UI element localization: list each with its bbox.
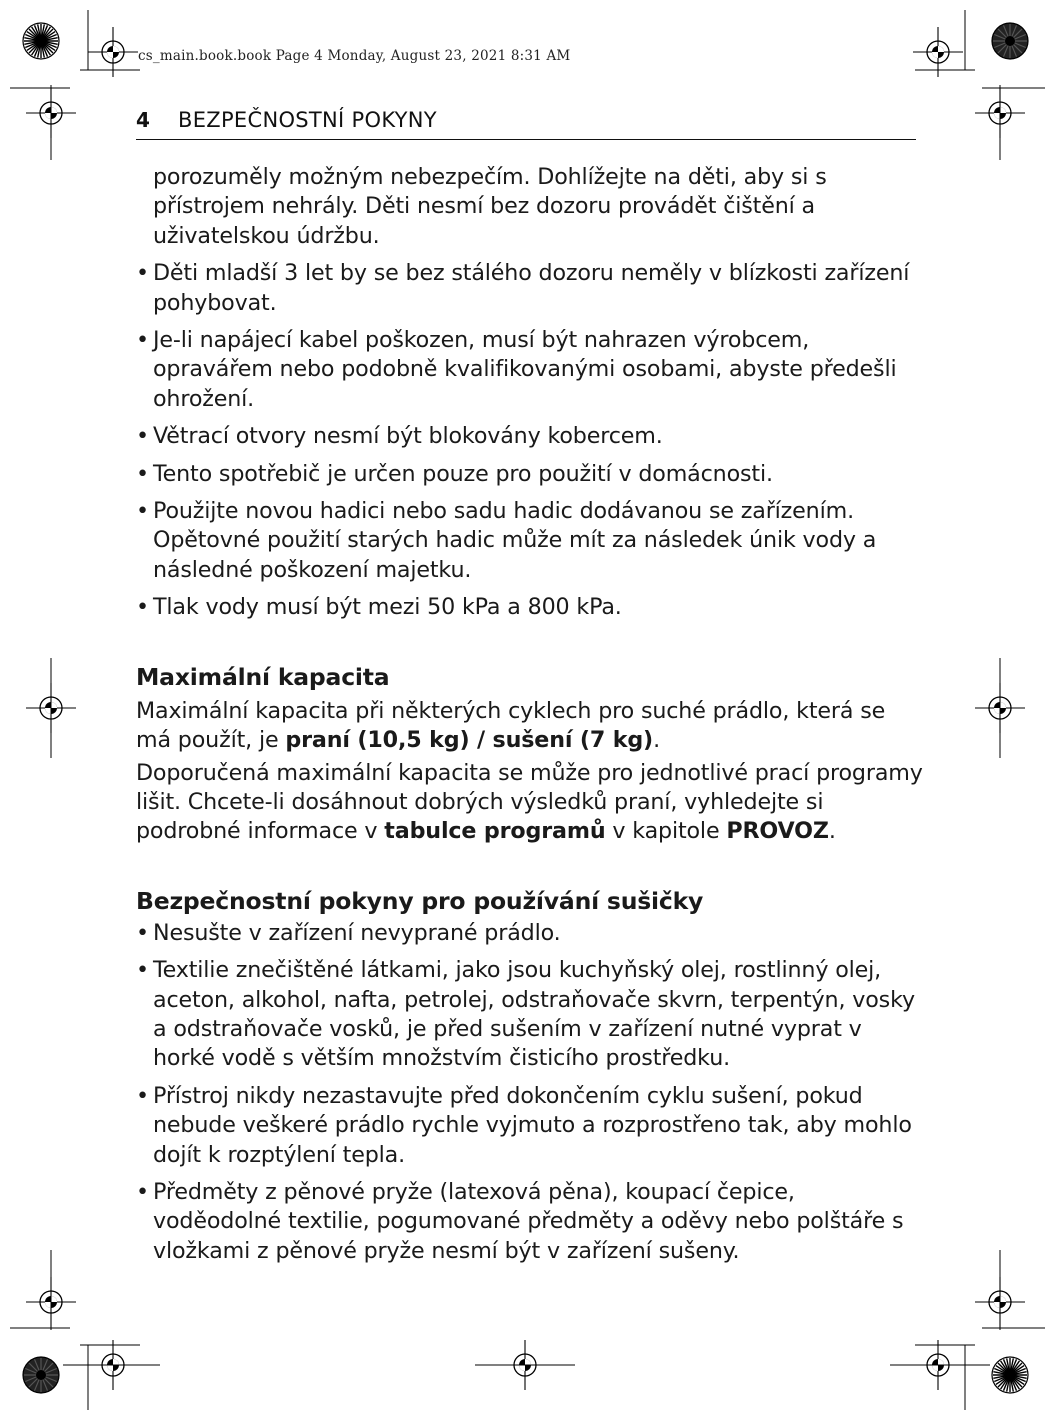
page-number: 4 xyxy=(136,108,150,132)
bold-text: praní (10,5 kg) / sušení (7 kg) xyxy=(285,727,654,754)
bold-text: PROVOZ xyxy=(726,818,829,845)
text-run: . xyxy=(653,727,660,754)
list-item: • Tlak vody musí být mezi 50 kPa a 800 kPa. xyxy=(136,593,926,622)
list-item: • Větrací otvory nesmí být blokovány kobercem. xyxy=(136,422,926,451)
list-item: • Tento spotřebič je určen pouze pro použití v domácnosti. xyxy=(136,460,926,489)
print-slug: cs_main.book.book Page 4 Monday, August 23, 2021 8:31 AM xyxy=(138,48,571,64)
list-item: • Nesušte v zařízení nevyprané prádlo. xyxy=(136,919,926,948)
capacity-paragraph-1 xyxy=(136,697,926,756)
list-item: • Je-li napájecí kabel poškozen, musí být nahrazen výrobcem, opravářem nebo podobně kvalifikovanými osobami, abyste předešli ohrožení. xyxy=(136,326,926,414)
text-run: . xyxy=(828,818,836,845)
capacity-paragraph-2 xyxy=(136,759,926,847)
list-item: • Textilie znečištěné látkami, jako jsou kuchyňský olej, rostlinný olej, aceton, alkohol, nafta, petrolej, odstraňovače skvrn, terpentýn, vosky a odstraňovače vosků, je před sušením v zařízení nutné vyprat v horké vodě s větším množstvím čisticího prostředku. xyxy=(136,956,926,1074)
dryer-safety-list xyxy=(136,919,926,1266)
page-content xyxy=(136,163,926,1266)
list-item: • Děti mladší 3 let by se bez stálého dozoru neměly v blízkosti zařízení pohybovat. xyxy=(136,259,926,318)
general-safety-list xyxy=(136,259,926,622)
bold-text: tabulce programů xyxy=(384,818,606,845)
capacity-heading: Maximální kapacita xyxy=(136,662,390,691)
text-run: Maximální kapacita při některých cyklech pro suché prádlo, která se má použít, je xyxy=(136,697,886,754)
list-item: • Použijte novou hadici nebo sadu hadic dodávanou se zařízením. Opětovné použití starých hadic může mít za následek únik vody a následné poškození majetku. xyxy=(136,497,926,585)
list-item: • Přístroj nikdy nezastavujte před dokončením cyklu sušení, pokud nebude veškeré prádlo rychle vyjmuto a rozprostřeno tak, aby mohlo dojít k rozptýlení tepla. xyxy=(136,1082,926,1170)
intro-continuation: porozuměly možným nebezpečím. Dohlížejte na děti, aby si s přístrojem nehrály. Děti nesmí bez dozoru provádět čištění a uživatelskou údržbu. xyxy=(153,164,827,249)
page-header xyxy=(136,106,916,140)
text-run: Doporučená maximální kapacita se může pro jednotlivé prací programy lišit. Chcete-li dosáhnout dobrých výsledků praní, vyhledejte si podrobné informace v xyxy=(136,759,923,845)
section-title: BEZPEČNOSTNÍ POKYNY xyxy=(178,108,437,132)
text-run: v kapitole xyxy=(605,818,727,845)
list-item: • Předměty z pěnové pryže (latexová pěna), koupací čepice, voděodolné textilie, pogumované předměty a oděvy nebo polštáře s vložkami z pěnové pryže nesmí být v zařízení sušeny. xyxy=(136,1178,926,1266)
dryer-safety-heading: Bezpečnostní pokyny pro používání sušičky xyxy=(136,886,704,915)
